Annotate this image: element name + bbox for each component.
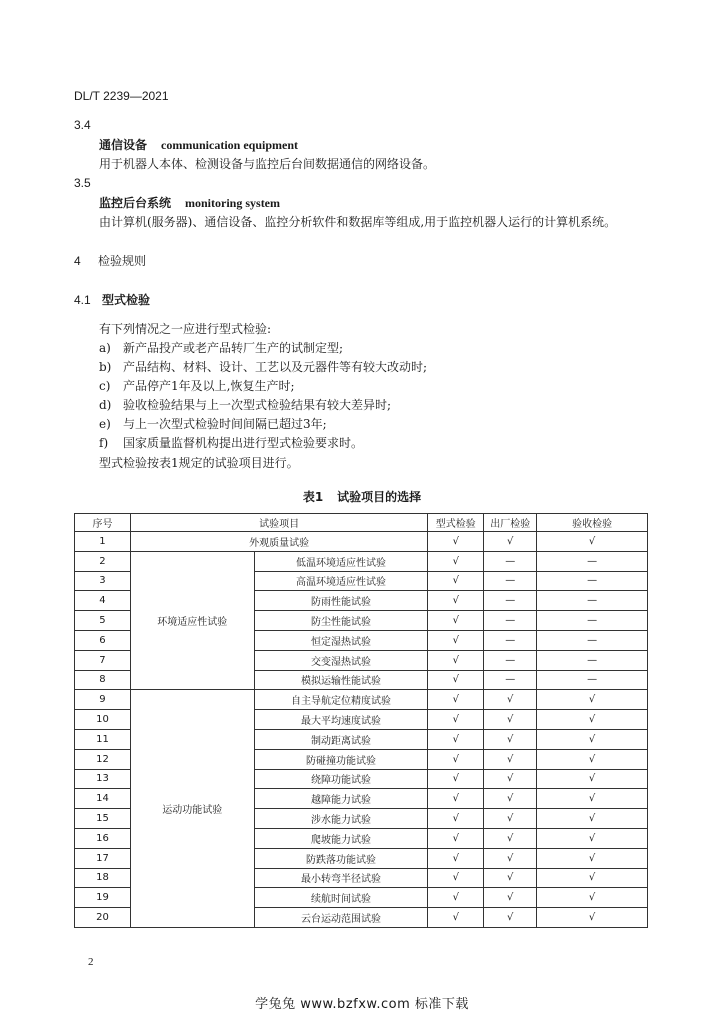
page-number: 2 xyxy=(88,956,94,968)
row-acceptance: — xyxy=(537,571,648,591)
table-caption-number: 表1 xyxy=(302,490,324,504)
row-type: √ xyxy=(428,848,484,868)
row-acceptance: — xyxy=(537,650,648,670)
list-text: 产品结构、材料、设计、工艺以及元器件等有较大改动时; xyxy=(123,360,428,374)
list-text: 产品停产1年及以上,恢复生产时; xyxy=(123,379,295,393)
paragraph-intro: 有下列情况之一应进行型式检验: xyxy=(99,322,272,336)
table-header-row xyxy=(75,514,648,532)
row-factory: √ xyxy=(484,690,537,710)
section-heading xyxy=(74,252,146,269)
row-acceptance: — xyxy=(537,611,648,631)
list-text: 新产品投产或老产品转厂生产的试制定型; xyxy=(123,341,344,355)
row-factory: — xyxy=(484,571,537,591)
row-item: 越障能力试验 xyxy=(254,789,428,809)
row-no: 7 xyxy=(75,650,131,670)
row-factory: — xyxy=(484,551,537,571)
list-item xyxy=(99,415,327,432)
group-motion: 运动功能试验 xyxy=(130,690,254,928)
row-no: 13 xyxy=(75,769,131,789)
row-no: 17 xyxy=(75,848,131,868)
row-acceptance: — xyxy=(537,670,648,690)
row-no: 18 xyxy=(75,868,131,888)
row-factory: √ xyxy=(484,828,537,848)
row-acceptance: — xyxy=(537,551,648,571)
header-no: 序号 xyxy=(75,514,131,532)
row-type: √ xyxy=(428,551,484,571)
row-type: √ xyxy=(428,591,484,611)
row-acceptance: √ xyxy=(537,729,648,749)
header-type-test: 型式检验 xyxy=(428,514,484,532)
header-acceptance-test: 验收检验 xyxy=(537,514,648,532)
row-acceptance: √ xyxy=(537,789,648,809)
term-heading xyxy=(99,194,280,211)
row-no: 16 xyxy=(75,828,131,848)
row-type: √ xyxy=(428,789,484,809)
section-number: 4 xyxy=(74,254,81,268)
row-type: √ xyxy=(428,888,484,908)
term-heading xyxy=(99,136,298,153)
row-acceptance: √ xyxy=(537,809,648,829)
row-acceptance: — xyxy=(537,630,648,650)
header-factory-test: 出厂检验 xyxy=(484,514,537,532)
row-no: 10 xyxy=(75,710,131,730)
row-no: 12 xyxy=(75,749,131,769)
row-item: 防雨性能试验 xyxy=(254,591,428,611)
row-no: 6 xyxy=(75,630,131,650)
row-factory: √ xyxy=(484,769,537,789)
footer-watermark: 学兔兔 www.bzfxw.com 标准下载 xyxy=(255,997,469,1012)
row-item: 制动距离试验 xyxy=(254,729,428,749)
list-marker: a) xyxy=(99,341,111,355)
row-item: 防尘性能试验 xyxy=(254,611,428,631)
row-factory: √ xyxy=(484,532,537,552)
clause-number: 3.5 xyxy=(74,176,91,190)
row-item: 防碰撞功能试验 xyxy=(254,749,428,769)
row-item: 低温环境适应性试验 xyxy=(254,551,428,571)
row-type: √ xyxy=(428,908,484,928)
row-type: √ xyxy=(428,670,484,690)
row-type: √ xyxy=(428,868,484,888)
row-type: √ xyxy=(428,729,484,749)
row-no: 5 xyxy=(75,611,131,631)
row-acceptance: √ xyxy=(537,769,648,789)
row-factory: √ xyxy=(484,729,537,749)
group-environment: 环境适应性试验 xyxy=(130,551,254,690)
row-acceptance: √ xyxy=(537,908,648,928)
table-row xyxy=(75,532,648,552)
row-acceptance: √ xyxy=(537,690,648,710)
row-acceptance: √ xyxy=(537,710,648,730)
term-chinese: 通信设备 xyxy=(99,138,148,152)
row-type: √ xyxy=(428,769,484,789)
list-text: 国家质量监督机构提出进行型式检验要求时。 xyxy=(123,436,364,450)
table-caption-title: 试验项目的选择 xyxy=(337,490,422,504)
row-item: 最大平均速度试验 xyxy=(254,710,428,730)
row-factory: — xyxy=(484,670,537,690)
table-row xyxy=(75,551,648,571)
row-factory: — xyxy=(484,611,537,631)
row-no: 14 xyxy=(75,789,131,809)
subsection-number: 4.1 xyxy=(74,293,91,307)
section-title: 检验规则 xyxy=(98,254,147,268)
paragraph-closing: 型式检验按表1规定的试验项目进行。 xyxy=(99,456,299,470)
row-factory: √ xyxy=(484,888,537,908)
list-text: 与上一次型式检验时间间隔已超过3年; xyxy=(123,417,327,431)
row-no: 11 xyxy=(75,729,131,749)
list-marker: b) xyxy=(99,360,112,374)
row-item: 爬坡能力试验 xyxy=(254,828,428,848)
row-type: √ xyxy=(428,611,484,631)
row-factory: — xyxy=(484,630,537,650)
row-acceptance: √ xyxy=(537,828,648,848)
row-no: 3 xyxy=(75,571,131,591)
term-definition: 由计算机(服务器)、通信设备、监控分析软件和数据库等组成,用于监控机器人运行的计算机系统。 xyxy=(99,215,617,229)
row-item: 防跌落功能试验 xyxy=(254,848,428,868)
test-items-table xyxy=(74,513,648,928)
list-item xyxy=(99,396,391,413)
row-item: 续航时间试验 xyxy=(254,888,428,908)
subsection-heading xyxy=(74,291,150,308)
row-factory: √ xyxy=(484,848,537,868)
row-item: 高温环境适应性试验 xyxy=(254,571,428,591)
row-type: √ xyxy=(428,630,484,650)
term-english: communication equipment xyxy=(161,138,299,152)
row-type: √ xyxy=(428,749,484,769)
list-marker: c) xyxy=(99,379,111,393)
row-factory: — xyxy=(484,591,537,611)
row-acceptance: √ xyxy=(537,532,648,552)
row-item: 最小转弯半径试验 xyxy=(254,868,428,888)
row-item: 绕障功能试验 xyxy=(254,769,428,789)
list-marker: f) xyxy=(99,436,109,450)
row-type: √ xyxy=(428,809,484,829)
row-type: √ xyxy=(428,828,484,848)
row-no: 4 xyxy=(75,591,131,611)
row-no: 19 xyxy=(75,888,131,908)
row-acceptance: — xyxy=(537,591,648,611)
row-type: √ xyxy=(428,690,484,710)
table-row xyxy=(75,690,648,710)
row-item: 自主导航定位精度试验 xyxy=(254,690,428,710)
row-item: 恒定湿热试验 xyxy=(254,630,428,650)
row-factory: √ xyxy=(484,789,537,809)
row-no: 15 xyxy=(75,809,131,829)
row-type: √ xyxy=(428,650,484,670)
row-no: 20 xyxy=(75,908,131,928)
document-id: DL/T 2239—2021 xyxy=(74,89,169,103)
term-english: monitoring system xyxy=(185,196,281,210)
term-definition: 用于机器人本体、检测设备与监控后台间数据通信的网络设备。 xyxy=(99,157,436,171)
row-acceptance: √ xyxy=(537,749,648,769)
row-no: 8 xyxy=(75,670,131,690)
row-item: 云台运动范围试验 xyxy=(254,908,428,928)
row-type: √ xyxy=(428,710,484,730)
row-factory: √ xyxy=(484,710,537,730)
row-factory: √ xyxy=(484,908,537,928)
list-item xyxy=(99,339,343,356)
list-text: 验收检验结果与上一次型式检验结果有较大差异时; xyxy=(123,398,392,412)
row-type: √ xyxy=(428,532,484,552)
list-marker: d) xyxy=(99,398,112,412)
row-item: 涉水能力试验 xyxy=(254,809,428,829)
row-acceptance: √ xyxy=(537,848,648,868)
list-item xyxy=(99,377,295,394)
row-item: 交变湿热试验 xyxy=(254,650,428,670)
row-factory: √ xyxy=(484,749,537,769)
row-acceptance: √ xyxy=(537,868,648,888)
row-type: √ xyxy=(428,571,484,591)
clause-number: 3.4 xyxy=(74,118,91,132)
row-no: 1 xyxy=(75,532,131,552)
header-item: 试验项目 xyxy=(130,514,427,532)
term-chinese: 监控后台系统 xyxy=(99,196,172,210)
row-acceptance: √ xyxy=(537,888,648,908)
table-caption xyxy=(0,488,724,505)
row-factory: √ xyxy=(484,868,537,888)
row-no: 9 xyxy=(75,690,131,710)
subsection-title: 型式检验 xyxy=(102,293,151,307)
row-item: 外观质量试验 xyxy=(130,532,427,552)
row-factory: √ xyxy=(484,809,537,829)
row-no: 2 xyxy=(75,551,131,571)
list-marker: e) xyxy=(99,417,111,431)
row-item: 模拟运输性能试验 xyxy=(254,670,428,690)
row-factory: — xyxy=(484,650,537,670)
list-item xyxy=(99,434,363,451)
list-item xyxy=(99,358,427,375)
